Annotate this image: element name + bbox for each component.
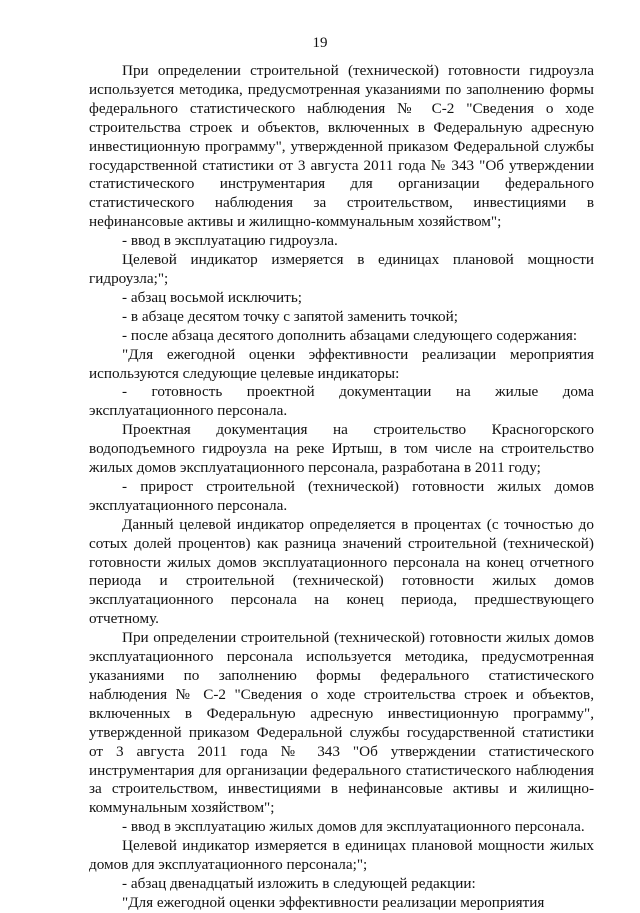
paragraph-annual-evaluation-continued: "Для ежегодной оценки эффективности реализации мероприятия	[122, 893, 545, 911]
paragraph-exclude-eighth: - абзац восьмой исключить;	[122, 288, 302, 306]
paragraph-annual-evaluation: "Для ежегодной оценки эффективности реализации мероприятия используются следующие целевые индикаторы:	[89, 345, 594, 382]
page-number: 19	[312, 35, 328, 51]
paragraph-methodology-houses: При определении строительной (технической) готовности жилых домов эксплуатационного персонала используется методика, предусмотренная указаниями по заполнению формы федерального статистического наблюдения № С-2 "Сведения о ходе строительства строек и объектов, включенных в Федеральную адресную инвестиционную программу", утвержденной приказом Федеральной службы государственной статистики от 3 августа 2011 года № 343 "Об утверждении статистического инструментария для организации федерального статистического наблюдения за строительством, инвестициями в нефинансовые активы и жилищно-коммунальным хозяйством";	[89, 629, 594, 817]
paragraph-add-after-tenth: - после абзаца десятого дополнить абзацами следующего содержания:	[122, 326, 578, 344]
paragraph-design-readiness: - готовность проектной документации на жилые дома эксплуатационного персонала.	[89, 383, 594, 420]
paragraph-indicator-unit-hydro: Целевой индикатор измеряется в единицах плановой мощности гидроузла;";	[89, 251, 594, 287]
paragraph-indicator-unit-houses: Целевой индикатор измеряется в единицах плановой мощности жилых домов для эксплуатационного персонала;";	[89, 837, 594, 874]
paragraph-commissioning-houses: - ввод в эксплуатацию жилых домов для эксплуатационного персонала.	[122, 818, 585, 836]
document-body	[89, 62, 594, 913]
paragraph-twelfth-revision: - абзац двенадцатый изложить в следующей редакции:	[122, 874, 476, 892]
paragraph-readiness-increase: - прирост строительной (технической) готовности жилых домов эксплуатационного персонала.	[89, 477, 594, 514]
paragraph-indicator-definition: Данный целевой индикатор определяется в процентах (с точностью до сотых долей процентов) как разница значений строительной (технической) готовности жилых домов эксплуатационного персонала на конец отчетного периода и строительной (технической) готовности жилых домов эксплуатационного персонала на конец периода, предшествующего отчетному.	[89, 515, 594, 628]
paragraph-replace-semicolon: - в абзаце десятом точку с запятой заменить точкой;	[122, 307, 458, 325]
paragraph-commissioning-hydro: - ввод в эксплуатацию гидроузла.	[122, 232, 338, 250]
paragraph-design-documentation: Проектная документация на строительство Красногорского водоподъемного гидроузла на реке Иртыш, в том числе на строительство жилых домов эксплуатационного персонала, разработана в 2011 году;	[89, 421, 594, 477]
paragraph-methodology-hydro: При определении строительной (технической) готовности гидроузла используется методика, предусмотренная указаниями по заполнению формы федерального статистического наблюдения № С-2 "Сведения о ходе строительства строек и объектов, включенных в Федеральную адресную инвестиционную программу", утвержденной приказом Федеральной службы государственной статистики от 3 августа 2011 года № 343 "Об утверждении статистического инструментария для организации федерального статистического наблюдения за строительством, инвестициями в нефинансовые активы и жилищно-коммунальным хозяйством";	[89, 62, 594, 231]
